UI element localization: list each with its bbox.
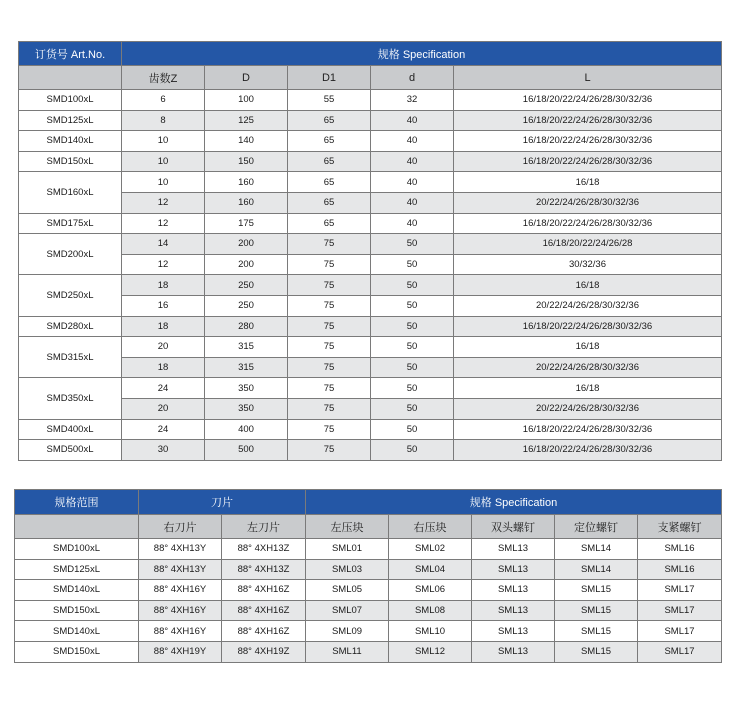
table-cell: SML02 [389, 539, 472, 560]
table-cell: SML16 [638, 539, 722, 560]
table-cell: 18 [122, 275, 205, 296]
table-cell: SML07 [306, 600, 389, 621]
table-row [19, 213, 722, 234]
art-no-cell: SMD500xL [19, 440, 122, 461]
table-cell: SML17 [638, 621, 722, 642]
table-cell: 18 [122, 316, 205, 337]
table-cell: 16/18 [454, 275, 722, 296]
table-cell: SML08 [389, 600, 472, 621]
table-cell: 315 [205, 357, 288, 378]
column-header: 左压块 [306, 515, 389, 539]
table-cell: SML17 [638, 600, 722, 621]
table-cell: SML13 [472, 580, 555, 601]
table-cell: SML04 [389, 559, 472, 580]
column-header: 右压块 [389, 515, 472, 539]
table-row [15, 641, 722, 662]
column-header: D [205, 66, 288, 90]
table-cell: 40 [371, 131, 454, 152]
table-cell: SML15 [555, 580, 638, 601]
art-no-cell: SMD125xL [19, 110, 122, 131]
table-cell: 30 [122, 440, 205, 461]
table-cell: 18 [122, 357, 205, 378]
table-cell: 88° 4XH16Z [222, 580, 306, 601]
range-cell: SMD140xL [15, 621, 139, 642]
table-row [19, 295, 722, 316]
table-cell: 88° 4XH16Y [139, 580, 222, 601]
table-cell: 88° 4XH13Y [139, 559, 222, 580]
range-cell: SMD100xL [15, 539, 139, 560]
table-cell: 40 [371, 172, 454, 193]
range-cell: SMD125xL [15, 559, 139, 580]
table-cell: 250 [205, 295, 288, 316]
table-cell: 20/22/24/26/28/30/32/36 [454, 357, 722, 378]
specification-header: 规格 Specification [122, 42, 722, 66]
table-cell: 10 [122, 172, 205, 193]
table-cell: 75 [288, 357, 371, 378]
table-cell: 50 [371, 378, 454, 399]
table-row [19, 172, 722, 193]
table-cell: 16/18/20/22/24/26/28 [454, 234, 722, 255]
table-cell: SML06 [389, 580, 472, 601]
table-cell: SML03 [306, 559, 389, 580]
specification-header: 规格 Specification [306, 490, 722, 515]
table-row [19, 440, 722, 461]
table-cell: 75 [288, 295, 371, 316]
table-cell: SML14 [555, 539, 638, 560]
range-cell: SMD150xL [15, 641, 139, 662]
table-cell: SML15 [555, 641, 638, 662]
table-cell: 40 [371, 192, 454, 213]
art-no-cell: SMD250xL [19, 275, 122, 316]
table-row [19, 110, 722, 131]
art-no-cell: SMD350xL [19, 378, 122, 419]
table-cell: 50 [371, 295, 454, 316]
table-cell: 40 [371, 110, 454, 131]
table-cell: 75 [288, 378, 371, 399]
table-row [19, 378, 722, 399]
column-header: 双头螺钉 [472, 515, 555, 539]
table-cell: 50 [371, 357, 454, 378]
art-no-cell: SMD140xL [19, 131, 122, 152]
range-subheader-blank [15, 515, 139, 539]
table-cell: 65 [288, 213, 371, 234]
table-cell: 400 [205, 419, 288, 440]
table-cell: 88° 4XH13Y [139, 539, 222, 560]
table-cell: 20/22/24/26/28/30/32/36 [454, 398, 722, 419]
table-cell: 125 [205, 110, 288, 131]
table-cell: 12 [122, 254, 205, 275]
art-no-header: 订货号 Art.No. [19, 42, 122, 66]
table-cell: 16/18/20/22/24/26/28/30/32/36 [454, 419, 722, 440]
table-cell: 10 [122, 131, 205, 152]
table-cell: 88° 4XH16Z [222, 600, 306, 621]
art-no-cell: SMD315xL [19, 337, 122, 378]
table-cell: 12 [122, 192, 205, 213]
table-cell: 16/18 [454, 378, 722, 399]
table-cell: 88° 4XH19Y [139, 641, 222, 662]
table-row [19, 131, 722, 152]
table-cell: 50 [371, 440, 454, 461]
art-no-cell: SMD160xL [19, 172, 122, 213]
range-cell: SMD150xL [15, 600, 139, 621]
table-cell: 75 [288, 254, 371, 275]
table-cell: 140 [205, 131, 288, 152]
table-row [19, 275, 722, 296]
table-cell: 500 [205, 440, 288, 461]
table-cell: 75 [288, 316, 371, 337]
table-row [15, 600, 722, 621]
table-row [19, 337, 722, 358]
table-row [19, 316, 722, 337]
table-cell: 88° 4XH13Z [222, 559, 306, 580]
art-no-cell: SMD150xL [19, 151, 122, 172]
table-cell: SML11 [306, 641, 389, 662]
column-header: 左刀片 [222, 515, 306, 539]
table-cell: 100 [205, 90, 288, 111]
table-cell: SML13 [472, 600, 555, 621]
table-cell: 16/18/20/22/24/26/28/30/32/36 [454, 316, 722, 337]
table-cell: 88° 4XH16Z [222, 621, 306, 642]
table-cell: 175 [205, 213, 288, 234]
column-header: 右刀片 [139, 515, 222, 539]
table-cell: 10 [122, 151, 205, 172]
table-row [19, 192, 722, 213]
table-cell: 40 [371, 213, 454, 234]
table-cell: 40 [371, 151, 454, 172]
table-cell: SML13 [472, 539, 555, 560]
table-cell: 6 [122, 90, 205, 111]
table-cell: SML05 [306, 580, 389, 601]
table-cell: 50 [371, 234, 454, 255]
table-cell: 350 [205, 378, 288, 399]
table-row [19, 151, 722, 172]
column-header: L [454, 66, 722, 90]
table-cell: 24 [122, 378, 205, 399]
table-cell: 20/22/24/26/28/30/32/36 [454, 295, 722, 316]
table-cell: 280 [205, 316, 288, 337]
table-cell: SML17 [638, 580, 722, 601]
table-cell: 14 [122, 234, 205, 255]
table-cell: 200 [205, 234, 288, 255]
table-cell: 75 [288, 275, 371, 296]
table-cell: SML16 [638, 559, 722, 580]
art-no-cell: SMD200xL [19, 234, 122, 275]
table-cell: 16/18/20/22/24/26/28/30/32/36 [454, 213, 722, 234]
blade-header: 刀片 [139, 490, 306, 515]
table-cell: 88° 4XH13Z [222, 539, 306, 560]
art-no-cell: SMD175xL [19, 213, 122, 234]
column-header: 定位螺钉 [555, 515, 638, 539]
table-row [19, 419, 722, 440]
table-cell: 20 [122, 337, 205, 358]
table-cell: 350 [205, 398, 288, 419]
table-cell: 12 [122, 213, 205, 234]
table-cell: SML09 [306, 621, 389, 642]
table-cell: 20 [122, 398, 205, 419]
table-cell: SML17 [638, 641, 722, 662]
table-row [19, 398, 722, 419]
table-cell: 16/18/20/22/24/26/28/30/32/36 [454, 90, 722, 111]
table-cell: 16/18/20/22/24/26/28/30/32/36 [454, 151, 722, 172]
table-cell: 50 [371, 275, 454, 296]
table-row [19, 254, 722, 275]
table-cell: 88° 4XH16Y [139, 600, 222, 621]
table-cell: 65 [288, 110, 371, 131]
column-header: 齿数Z [122, 66, 205, 90]
table-cell: 75 [288, 419, 371, 440]
table-cell: 20/22/24/26/28/30/32/36 [454, 192, 722, 213]
table-cell: 75 [288, 337, 371, 358]
table-cell: 160 [205, 192, 288, 213]
table-cell: 55 [288, 90, 371, 111]
table-cell: SML15 [555, 600, 638, 621]
table-cell: 50 [371, 419, 454, 440]
table-cell: 16/18/20/22/24/26/28/30/32/36 [454, 440, 722, 461]
table-cell: 88° 4XH19Z [222, 641, 306, 662]
table-cell: 65 [288, 151, 371, 172]
table-cell: 32 [371, 90, 454, 111]
range-header: 规格范围 [15, 490, 139, 515]
table-row [19, 234, 722, 255]
table-cell: 315 [205, 337, 288, 358]
table-cell: 24 [122, 419, 205, 440]
specification-table [18, 41, 722, 461]
table-cell: SML12 [389, 641, 472, 662]
table-cell: 160 [205, 172, 288, 193]
table-cell: 250 [205, 275, 288, 296]
table-cell: 88° 4XH16Y [139, 621, 222, 642]
table-cell: SML13 [472, 559, 555, 580]
table-cell: 8 [122, 110, 205, 131]
table-cell: SML01 [306, 539, 389, 560]
table-cell: 16/18 [454, 172, 722, 193]
table-cell: 16/18/20/22/24/26/28/30/32/36 [454, 110, 722, 131]
table-cell: 50 [371, 398, 454, 419]
table-cell: 16 [122, 295, 205, 316]
table-row [19, 90, 722, 111]
table-cell: SML13 [472, 621, 555, 642]
table-cell: 200 [205, 254, 288, 275]
table-cell: 16/18 [454, 337, 722, 358]
table-cell: 50 [371, 337, 454, 358]
table-row [15, 559, 722, 580]
table-cell: 16/18/20/22/24/26/28/30/32/36 [454, 131, 722, 152]
table-row [15, 621, 722, 642]
column-header: D1 [288, 66, 371, 90]
table-cell: SML10 [389, 621, 472, 642]
table-cell: 150 [205, 151, 288, 172]
table-row [19, 357, 722, 378]
table-row [15, 539, 722, 560]
art-no-subheader-blank [19, 66, 122, 90]
table-cell: 65 [288, 172, 371, 193]
table-cell: SML13 [472, 641, 555, 662]
table-cell: 65 [288, 131, 371, 152]
range-cell: SMD140xL [15, 580, 139, 601]
table-cell: 75 [288, 440, 371, 461]
accessories-table [14, 489, 722, 663]
art-no-cell: SMD280xL [19, 316, 122, 337]
table-cell: 50 [371, 316, 454, 337]
column-header: 支紧螺钉 [638, 515, 722, 539]
table-cell: SML15 [555, 621, 638, 642]
table-cell: 50 [371, 254, 454, 275]
art-no-cell: SMD100xL [19, 90, 122, 111]
art-no-cell: SMD400xL [19, 419, 122, 440]
table-cell: 75 [288, 234, 371, 255]
table-cell: 30/32/36 [454, 254, 722, 275]
table-cell: SML14 [555, 559, 638, 580]
table-cell: 65 [288, 192, 371, 213]
column-header: d [371, 66, 454, 90]
table-cell: 75 [288, 398, 371, 419]
table-row [15, 580, 722, 601]
